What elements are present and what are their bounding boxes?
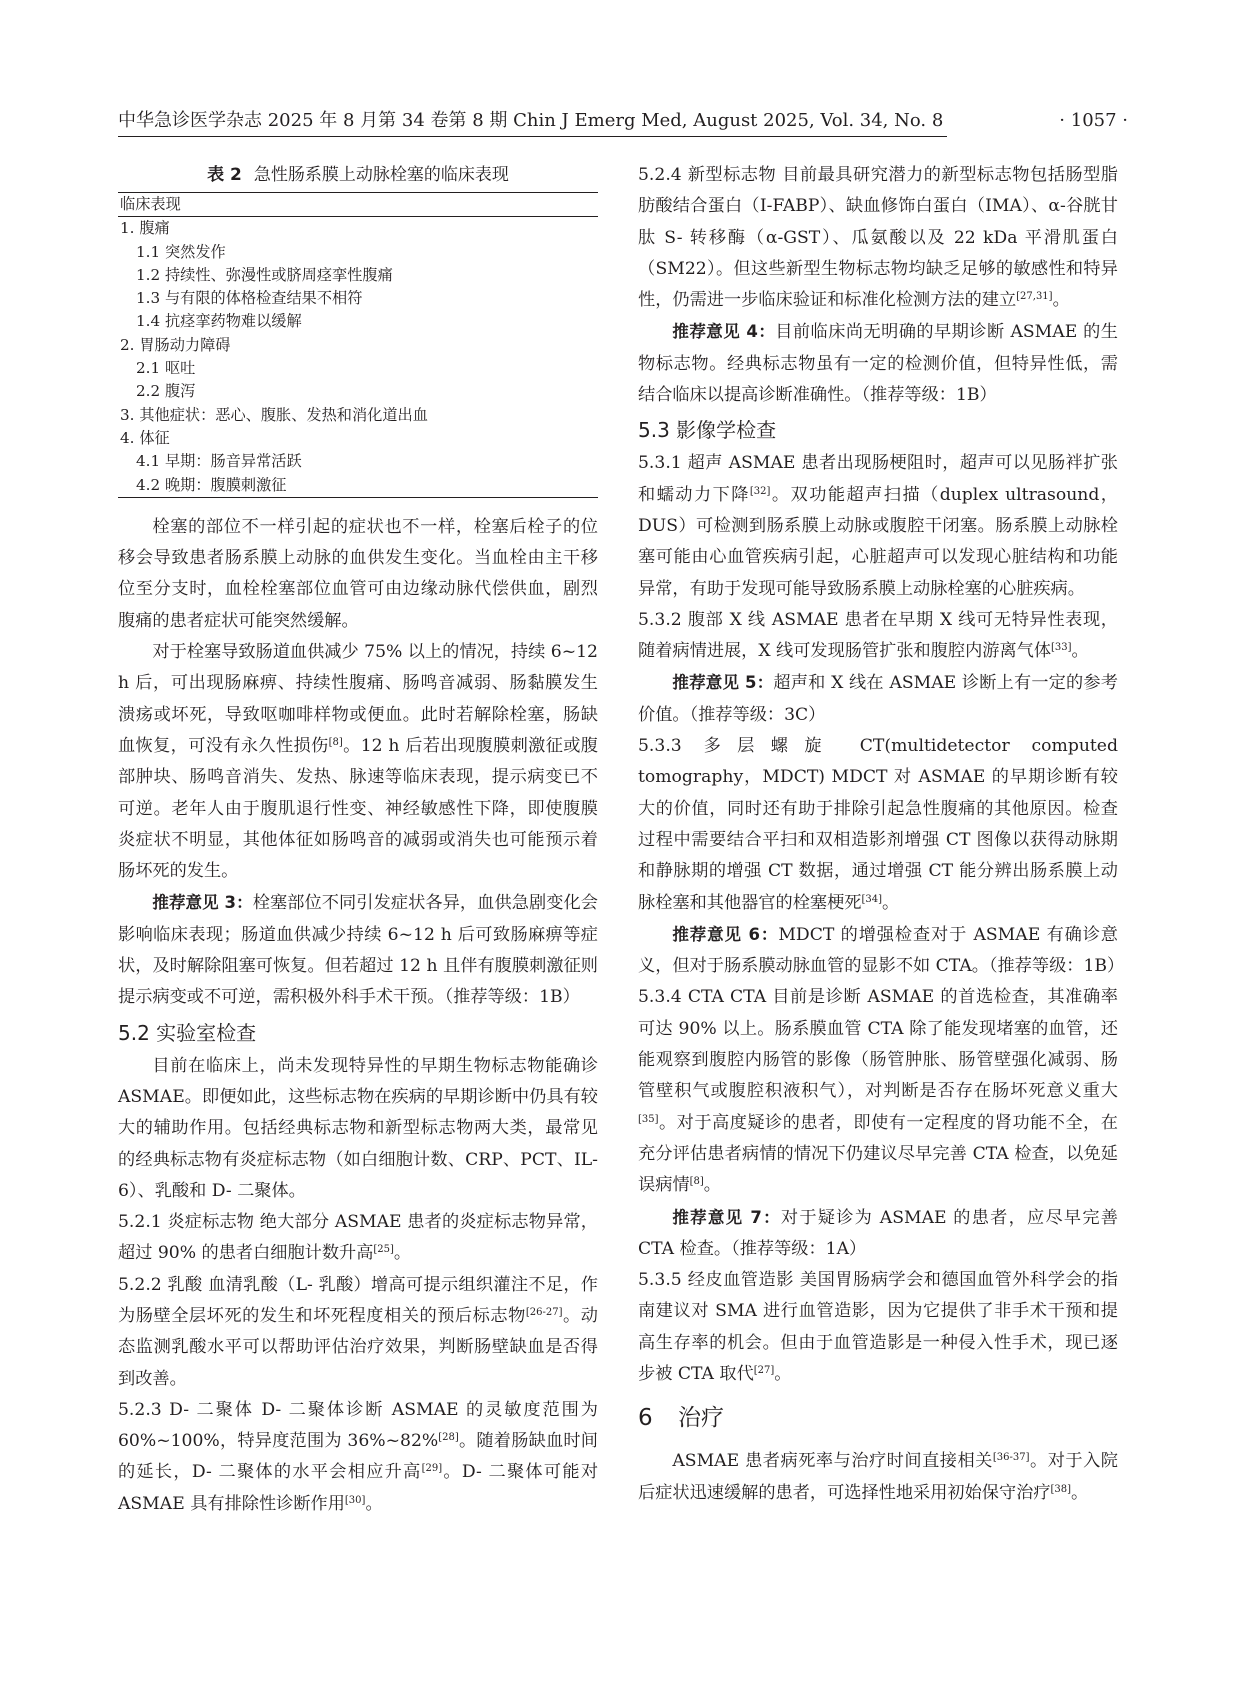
table-cell: 4.2 晚期：腹膜刺激征 [118,474,598,498]
clinical-manifestations-table [118,192,598,498]
table-row [118,450,598,473]
recommendation-3: 推荐意见 3：栓塞部位不同引发症状各异，血供急剧变化会影响临床表现；肠道血供减少持续 6~12 h 后可致肠麻痹等症状，及时解除阻塞可恢复。但若超过 12 h 且伴有腹膜刺激征则提示病变或不可逆，需积极外科手术干预。（推荐等级：1B） [118,893,598,1008]
section-heading-5-2: 5.2 实验室检查 [118,1020,257,1045]
subsection-5-3-5: 5.3.5 经皮血管造影 美国胃肠病学会和德国血管外科学会的指南建议对 SMA 进行血管造影，因为它提供了非手术干预和提高生存率的机会。但由于血管造影是一种侵入性手术，现已逐步被 CTA 取代[27]。 [638,1270,1118,1384]
citation: [35] [638,1113,659,1125]
subsection-5-2-1: 5.2.1 炎症标志物 绝大部分 ASMAE 患者的炎症标志物异常，超过 90% 的患者白细胞计数升高[25]。 [118,1212,598,1264]
table-cell: 3. 其他症状：恶心、腹胀、发热和消化道出血 [120,405,428,424]
subsection-5-2-3: 5.2.3 D- 二聚体 D- 二聚体诊断 ASMAE 的灵敏度范围为 60%~100%，特异度范围为 36%~82%[28]。随着肠缺血时间的延长，D- 二聚体的水平会相应升高[29]。D- 二聚体可能对 ASMAE 具有排除性诊断作用[30]。 [118,1399,599,1514]
table-row [118,357,598,380]
recommendation-label: 推荐意见 7： [672,1207,781,1227]
citation: [27,31] [1016,291,1053,303]
citation: [29] [421,1463,443,1475]
subsection-5-3-2: 5.3.2 腹部 X 线 ASMAE 患者在早期 X 线可无特异性表现，随着病情进展，X 线可发现肠管扩张和腹腔内游离气体[33]。 [638,609,1118,662]
table-row [118,427,598,450]
recommendation-5: 推荐意见 5：超声和 X 线在 ASMAE 诊断上有一定的参考价值。（推荐等级：3C） [638,673,1118,725]
table-row [118,217,598,241]
table-caption [118,160,598,190]
citation: [26-27] [525,1306,563,1318]
citation: [8] [689,1176,704,1188]
subsection-5-3-1: 5.3.1 超声 ASMAE 患者出现肠梗阻时，超声可以见肠袢扩张和蠕动力下降[32]。双功能超声扫描（duplex ultrasound，DUS）可检测到肠系膜上动脉或腹腔干闭塞。肠系膜上动脉栓塞可能由心血管疾病引起，心脏超声可以发现心脏结构和功能异常，有助于发现可能导致肠系膜上动脉栓塞的心脏疾病。 [638,453,1118,599]
table-cell: 4.1 早期：肠音异常活跃 [136,452,302,471]
table-cell: 1.3 与有限的体格检查结果不相符 [136,289,363,308]
table-2 [118,160,598,498]
subsection-5-3-4: 5.3.4 CTA CTA 目前是诊断 ASMAE 的首选检查，其准确率可达 90% 以上。肠系膜血管 CTA 除了能发现堵塞的血管，还能观察到腹腔内肠管的影像（肠管肿胀、肠管壁强化减弱、肠管壁积气或腹腔积液积气），对判断是否存在肠坏死意义重大[35]。对于高度疑诊的患者，即使有一定程度的肾功能不全，在充分评估患者病情的情况下仍建议尽早完善 CTA 检查，以免延误病情[8]。 [638,987,1118,1196]
paragraph: 栓塞的部位不一样引起的症状也不一样，栓塞后栓子的位移会导致患者肠系膜上动脉的血供发生变化。当血栓由主干移位至分支时，血栓栓塞部位血管可由边缘动脉代偿供血，剧烈腹痛的患者症状可能突然缓解。 [118,516,598,631]
recommendation-label: 推荐意见 4： [672,322,776,342]
right-column [638,160,1125,1509]
citation: [8] [328,736,343,748]
table-cell: 2.1 呕吐 [136,359,196,378]
table-row [118,334,598,357]
recommendation-7: 推荐意见 7：对于疑诊为 ASMAE 的患者，应尽早完善 CTA 检查。（推荐等级：1A） [638,1207,1118,1259]
table-cell: 1.4 抗痉挛药物难以缓解 [136,312,302,331]
table-row [118,404,598,427]
section-heading-6: 6 治疗 [638,1405,724,1432]
recommendation-4: 推荐意见 4：目前临床尚无明确的早期诊断 ASMAE 的生物标志物。经典标志物虽有一定的检测价值，但特异性低，需结合临床以提高诊断准确性。（推荐等级：1B） [638,322,1118,406]
recommendation-label: 推荐意见 3： [152,893,253,913]
citation: [34] [861,893,882,905]
table-cell: 2.2 腹泻 [136,382,196,401]
left-column [118,160,598,1520]
table-label: 表 2 [207,165,242,185]
citation: [32] [749,485,771,497]
table-title: 急性肠系膜上动脉栓塞的临床表现 [253,165,509,185]
table-cell: 4. 体征 [120,428,170,447]
table-row [118,287,598,310]
table-row [118,264,598,287]
paragraph: ASMAE 患者病死率与治疗时间直接相关[36-37]。对于入院后症状迅速缓解的患者，可选择性地采用初始保守治疗[38]。 [638,1451,1118,1503]
citation: [25] [373,1244,394,1256]
table-row [118,380,598,403]
section-heading-5-3: 5.3 影像学检查 [638,418,777,443]
subsection-5-3-3: 5.3.3 多层螺旋 CT(multidetector computed tomography，MDCT) MDCT 对 ASMAE 的早期诊断有较大的价值，同时还有助于排除引起急性腹痛的其他原因。检查过程中需要结合平扫和双相造影剂增强 CT 图像以获得动脉期和静脉期的增强 CT 数据，通过增强 CT 能分辨出肠系膜上动脉栓塞和其他器官的栓塞梗死[34]。 [638,736,1118,913]
table-cell: 1. 腹痛 [120,219,170,238]
table-cell: 2. 胃肠动力障碍 [120,335,231,354]
recommendation-label: 推荐意见 6： [672,924,779,944]
recommendation-label: 推荐意见 5： [672,673,774,693]
table-row [118,474,598,498]
table-row [118,310,598,333]
paragraph: 目前在临床上，尚未发现特异性的早期生物标志物能确诊 ASMAE。即便如此，这些标志物在疾病的早期诊断中仍具有较大的辅助作用。包括经典标志物和新型标志物两大类，最常见的经典标志物有炎症标志物（如白细胞计数、CRP、PCT、IL-6）、乳酸和 D- 二聚体。 [118,1055,598,1201]
journal-citation: 中华急诊医学杂志 2025 年 8 月第 34 卷第 8 期 Chin J Emerg Med, August 2025, Vol. 34, No. 8 [118,106,947,137]
page-number: · 1057 · [1059,110,1128,131]
citation: [33] [1051,642,1072,654]
table-header-cell: 临床表现 [118,193,598,217]
page-header [118,106,1128,136]
citation: [28] [438,1432,459,1444]
citation: [30] [344,1494,366,1506]
recommendation-6: 推荐意见 6：MDCT 的增强检查对于 ASMAE 有确诊意义，但对于肠系膜动脉血管的显影不如 CTA。（推荐等级：1B） [638,924,1125,977]
subsection-5-2-2: 5.2.2 乳酸 血清乳酸（L- 乳酸）增高可提示组织灌注不足，作为肠壁全层坏死的发生和坏死程度相关的预后标志物[26-27]。动态监测乳酸水平可以帮助评估治疗效果，判断肠壁缺血是否得到改善。 [118,1274,598,1389]
subsection-5-2-4: 5.2.4 新型标志物 目前最具研究潜力的新型标志物包括肠型脂肪酸结合蛋白（I-FABP）、缺血修饰白蛋白（IMA）、α-谷胱甘肽 S- 转移酶（α-GST）、瓜氨酸以及 22 kDa 平滑肌蛋白（SM22）。但这些新型生物标志物均缺乏足够的敏感性和特异性，仍需进一步临床验证和标准化检测方法的建立[27,31]。 [638,165,1118,311]
paragraph: 对于栓塞导致肠道血供减少 75% 以上的情况，持续 6~12 h 后，可出现肠麻痹、持续性腹痛、肠鸣音减弱、肠黏膜发生溃疡或坏死，导致呕咖啡样物或便血。此时若解除栓塞，肠缺血恢复，可没有永久性损伤[8]。12 h 后若出现腹膜刺激征或腹部肿块、肠鸣音消失、发热、脉速等临床表现，提示病变已不可逆。老年人由于腹肌退行性变、神经敏感性下降，即使腹膜炎症状不明显，其他体征如肠鸣音的减弱或消失也可能预示着肠坏死的发生。 [118,642,598,882]
citation: [27] [753,1364,775,1376]
citation: [38] [1050,1483,1072,1495]
table-cell: 1.1 突然发作 [136,242,226,261]
citation: [36-37] [992,1452,1030,1464]
table-row [118,241,598,264]
table-cell: 1.2 持续性、弥漫性或脐周痉挛性腹痛 [136,265,393,284]
